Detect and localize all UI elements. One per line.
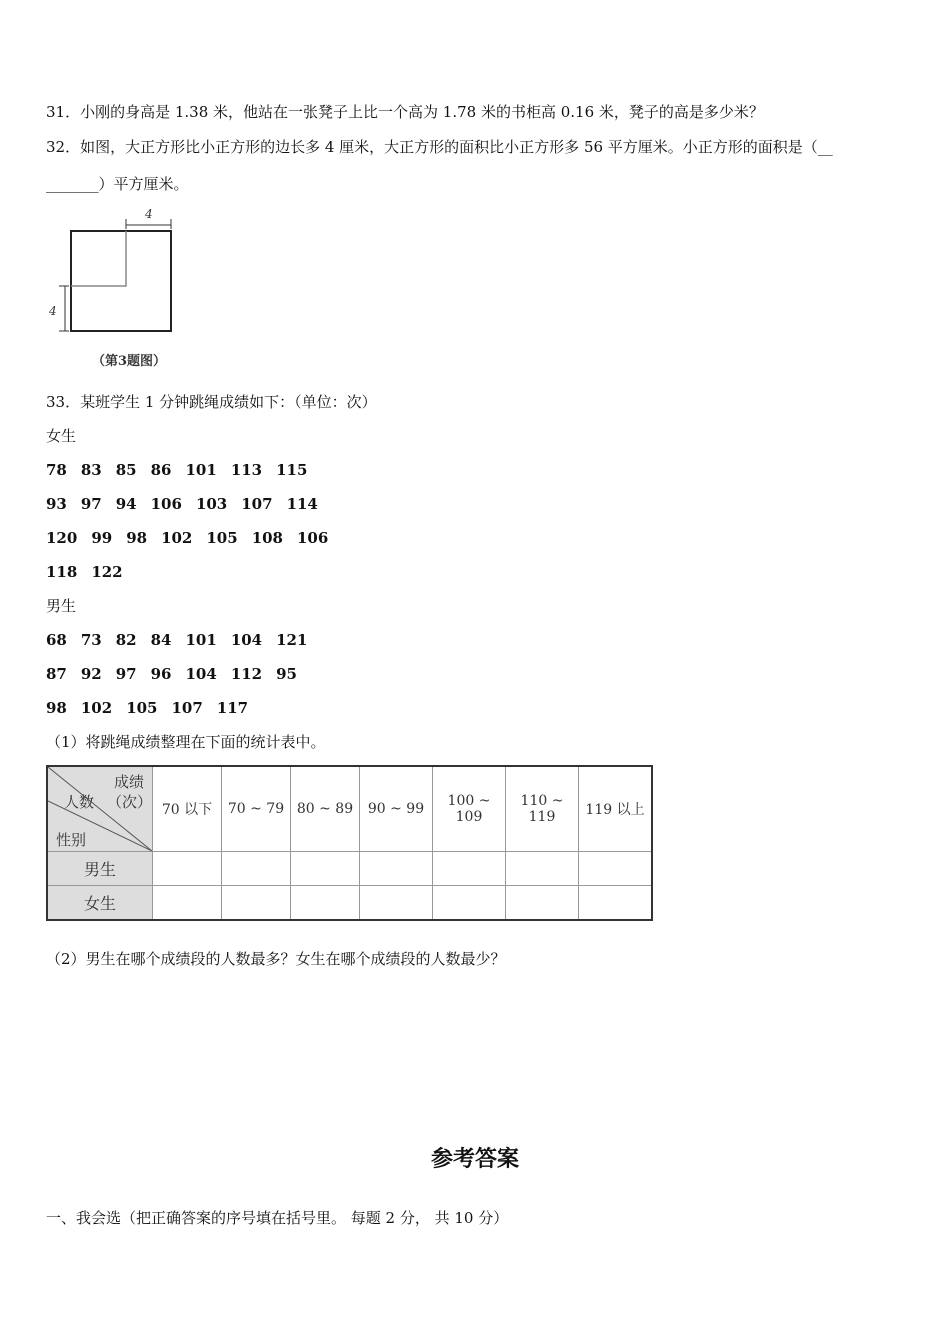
left-dimension-label: 4	[49, 304, 57, 318]
large-square	[71, 231, 171, 331]
table-cell	[291, 886, 360, 921]
column-header: 110 ~ 119	[506, 766, 579, 852]
table-cell	[506, 886, 579, 921]
column-header: 100 ~ 109	[433, 766, 506, 852]
statistics-table	[46, 765, 653, 921]
table-cell	[153, 886, 222, 921]
section-1-heading: 一、我会选（把正确答案的序号填在括号里。 每题 2 分， 共 10 分）	[46, 1209, 509, 1227]
table-cell	[153, 852, 222, 886]
figure-caption: （第3题图）	[92, 354, 167, 369]
small-square	[71, 231, 126, 286]
female-row: 93 97 94 106 103 107 114	[46, 495, 318, 513]
column-header: 70 ~ 79	[222, 766, 291, 852]
table-cell	[360, 886, 433, 921]
table-cell	[291, 852, 360, 886]
column-header: 90 ~ 99	[360, 766, 433, 852]
female-row: 118 122	[46, 563, 123, 581]
female-label: 女生	[46, 427, 77, 445]
column-header: 80 ~ 89	[291, 766, 360, 852]
table-cell	[222, 852, 291, 886]
column-header: 119 以上	[579, 766, 653, 852]
part-2: （2）男生在哪个成绩段的人数最多？女生在哪个成绩段的人数最少？	[46, 950, 506, 968]
table-cell	[433, 852, 506, 886]
question-32-line2: _______）平方厘米。	[46, 175, 189, 193]
question-33: 33．某班学生 1 分钟跳绳成绩如下：（单位：次）	[46, 393, 377, 411]
table-cell	[506, 852, 579, 886]
row-header-female: 女生	[47, 886, 153, 921]
part-1: （1）将跳绳成绩整理在下面的统计表中。	[46, 733, 326, 751]
female-row: 120 99 98 102 105 108 106	[46, 529, 329, 547]
table-cell	[360, 852, 433, 886]
top-dimension-label: 4	[145, 207, 153, 221]
answer-title: 参考答案	[430, 1146, 519, 1172]
row-header-male: 男生	[47, 852, 153, 886]
table-cell	[579, 886, 653, 921]
column-header: 70 以下	[153, 766, 222, 852]
header-score: 成绩	[113, 773, 144, 791]
male-label: 男生	[46, 597, 77, 615]
male-row: 87 92 97 96 104 112 95	[46, 665, 297, 683]
table-cell	[433, 886, 506, 921]
header-gender: 性别	[56, 831, 87, 849]
diagonal-header-cell	[47, 766, 153, 852]
header-unit: （次）	[106, 793, 152, 811]
question-32-line1: 32．如图，大正方形比小正方形的边长多 4 厘米，大正方形的面积比小正方形多 56 平方厘米。小正方形的面积是（__	[46, 138, 833, 156]
male-row: 98 102 105 107 117	[46, 699, 249, 717]
female-row: 78 83 85 86 101 113 115	[46, 461, 308, 479]
male-row: 68 73 82 84 101 104 121	[46, 631, 308, 649]
table-cell	[579, 852, 653, 886]
square-figure	[46, 203, 186, 373]
table-cell	[222, 886, 291, 921]
question-31: 31．小刚的身高是 1.38 米，他站在一张凳子上比一个高为 1.78 米的书柜高 0.16 米，凳子的高是多少米？	[46, 103, 764, 121]
header-count: 人数	[64, 793, 95, 811]
